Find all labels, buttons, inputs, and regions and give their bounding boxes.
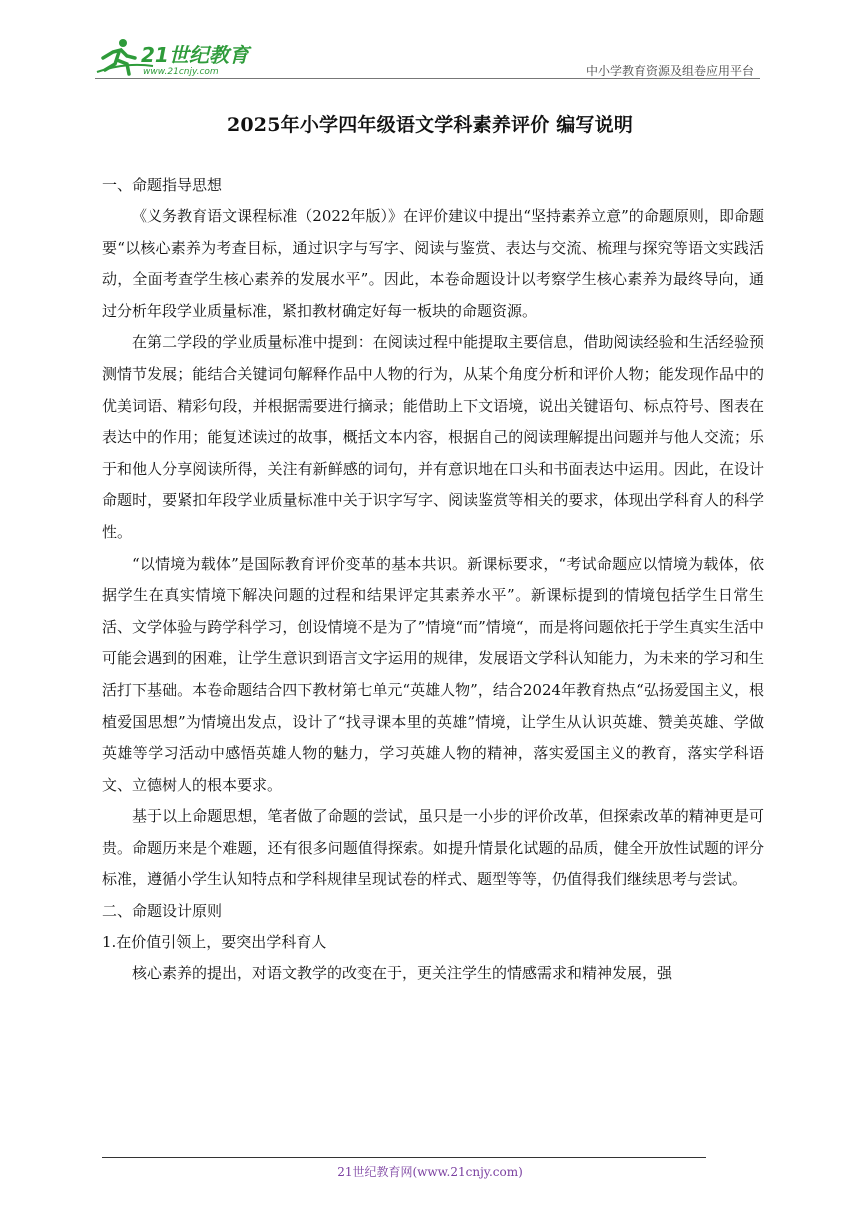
runner-logo-icon <box>95 36 295 78</box>
section-heading-1: 一、命题指导思想 <box>102 176 223 194</box>
page-header <box>95 36 760 82</box>
paragraph: 核心素养的提出，对语文教学的改变在于，更关注学生的情感需求和精神发展，强 <box>132 964 673 983</box>
logo-url: www.21cnjy.com <box>143 67 219 77</box>
section-heading-2: 二、命题设计原则 <box>102 902 223 921</box>
paragraph: “以情境为载体”是国际教育评价变革的基本共识。新课标要求，“考试命题应以情境为载体，依据学生在真实情境下解决问题的过程和结果评定其素养水平”。新课标提到的情境包括学生日常生活、文学体验与跨学科学习，创设情境不是为了”情境“而”情境“，而是将问题依托于学生真实生活中可能会遇到的困难，让学生意识到语言文字运用的规律，发展语文学科认知能力，为未来的学习和生活打下基础。本卷命题结合四下教材第七单元“英雄人物”，结合2024年教育热点“弘扬爱国主义，根植爱国思想”为情境出发点，设计了“找寻课本里的英雄”情境，让学生从认识英雄、赞美英雄、学做英雄等学习活动中感悟英雄人物的魅力，学习英雄人物的精神，落实爱国主义的教育，落实学科语文、立德树人的根本要求。 <box>102 554 764 794</box>
footer-divider <box>102 1157 706 1158</box>
paragraph: 基于以上命题思想，笔者做了命题的尝试，虽只是一小步的评价改革，但探索改革的精神更是可贵。命题历来是个难题，还有很多问题值得探索。如提升情景化试题的品质，健全开放性试题的评分标准，遵循小学生认知特点和学科规律呈现试卷的样式、题型等等，仍值得我们继续思考与尝试。 <box>102 807 764 889</box>
footer-link[interactable]: 21世纪教育网(www.21cnjy.com) <box>337 1165 523 1179</box>
paragraph: 《义务教育语文课程标准（2022年版）》在评价建议中提出“坚持素养立意”的命题原则，即命题要“以核心素养为考查目标，通过识字与写字、阅读与鉴赏、表达与交流、梳理与探究等语文实践活动，全面考查学生核心素养的发展水平”。因此，本卷命题设计以考察学生核心素养为最终导向，通过分析年段学业质量标准，紧扣教材确定好每一板块的命题资源。 <box>102 207 764 320</box>
paragraph: 在第二学段的学业质量标准中提到：在阅读过程中能提取主要信息，借助阅读经验和生活经验预测情节发展；能结合关键词句解释作品中人物的行为，从某个角度分析和评价人物；能发现作品中的优美词语、精彩句段，并根据需要进行摘录；能借助上下文语境，说出关键语句、标点符号、图表在表达中的作用；能复述读过的故事，概括文本内容，根据自己的阅读理解提出问题并与他人交流；乐于和他人分享阅读所得，关注有新鲜感的词句，并有意识地在口头和书面表达中运用。因此，在设计命题时，要紧扣年段学业质量标准中关于识字写字、阅读鉴赏等相关的要求，体现出学科育人的科学性。 <box>102 333 764 541</box>
document-body <box>102 170 764 990</box>
header-divider <box>95 78 760 79</box>
document-title: 2025年小学四年级语文学科素养评价 编写说明 <box>226 114 634 136</box>
logo-text: 21世纪教育 <box>141 43 249 67</box>
platform-label: 中小学教育资源及组卷应用平台 <box>585 64 754 78</box>
site-logo[interactable] <box>95 36 295 78</box>
subsection-heading: 1.在价值引领上，要突出学科育人 <box>102 933 327 952</box>
